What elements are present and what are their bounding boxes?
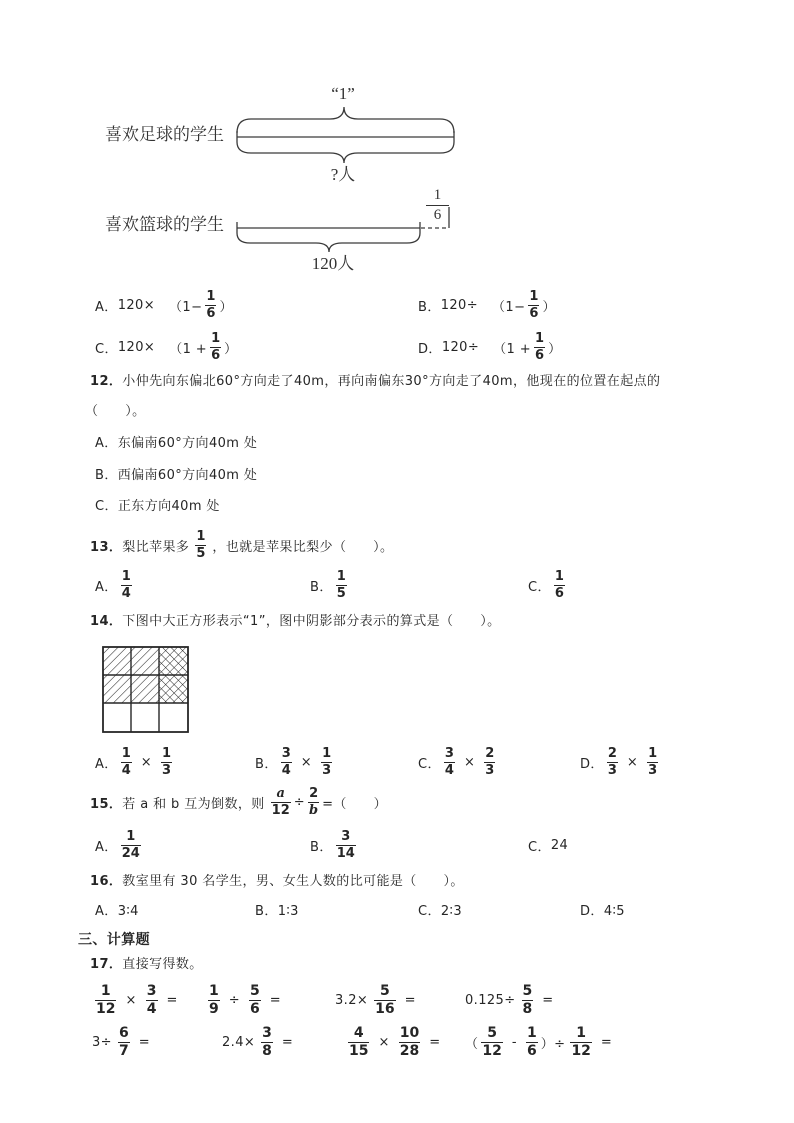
denominator: 3 xyxy=(162,762,172,778)
numerator: 3 xyxy=(146,982,157,999)
question-text: 直接写得数。 xyxy=(122,957,203,972)
option-label: A． xyxy=(95,299,118,315)
numerator: 1 xyxy=(162,745,172,761)
option-label: C． xyxy=(418,756,441,772)
option-expression: 120÷ xyxy=(441,339,480,355)
equals-sign: = xyxy=(166,992,178,1008)
denominator: 3 xyxy=(485,762,495,778)
q12-option-b xyxy=(95,466,257,486)
denominator: 4 xyxy=(146,1000,157,1017)
q12-stem xyxy=(90,372,660,392)
fraction xyxy=(210,332,221,363)
operator: × xyxy=(125,992,137,1008)
numerator: 1 xyxy=(196,528,206,544)
numerator: 5 xyxy=(250,982,260,999)
denominator: 6 xyxy=(211,347,221,363)
question-text-before: 若 a 和 b 互为倒数，则 xyxy=(122,796,265,812)
q14-option-d xyxy=(580,744,661,780)
numerator: 1 xyxy=(126,828,136,844)
denominator: 4 xyxy=(121,762,131,778)
paren-close: ） xyxy=(548,341,562,357)
numerator: 1 xyxy=(648,745,658,761)
operator: × xyxy=(626,754,639,770)
equals-sign: = xyxy=(600,1034,613,1050)
q13-option-c xyxy=(528,567,568,603)
denominator: 12 xyxy=(96,1000,116,1017)
fraction xyxy=(526,1026,538,1059)
option-text: 1∶3 xyxy=(277,904,299,919)
q15-option-a xyxy=(95,827,144,863)
equals-sign: = xyxy=(404,992,416,1008)
numerator: 3 xyxy=(341,828,351,844)
calc-item-8 xyxy=(465,1024,612,1060)
denominator: 28 xyxy=(399,1042,420,1059)
question-text-after: =（ ） xyxy=(322,796,388,812)
question-text-after: ，也就是苹果比梨少（ ）。 xyxy=(212,539,394,555)
paren-open: （1− xyxy=(169,299,203,315)
denominator: 16 xyxy=(375,1000,395,1017)
denominator: 15 xyxy=(349,1042,369,1059)
lead-term: 0.125÷ xyxy=(465,992,516,1008)
numerator: 6 xyxy=(118,1024,129,1041)
paren-open: （ xyxy=(465,1036,479,1052)
numerator: 1 xyxy=(336,568,346,584)
option-label: A． xyxy=(95,904,118,919)
q11-option-c xyxy=(95,329,238,365)
basketball-label: 喜欢篮球的学生 xyxy=(105,215,224,234)
paren-open: （1 + xyxy=(169,341,208,357)
numerator: a xyxy=(276,785,285,801)
question-text: 小仲先向东偏北60°方向走了40m，再向南偏东30°方向走了40m，他现在的位置在起点的 xyxy=(122,374,661,389)
fraction xyxy=(570,1026,591,1059)
option-text: 24 xyxy=(550,837,569,853)
paren-open: （1 + xyxy=(493,341,532,357)
basketball-count-label: 120人 xyxy=(311,254,355,273)
q14-option-a xyxy=(95,744,175,780)
section-title: 三、计算题 xyxy=(78,932,150,948)
fraction xyxy=(444,747,455,778)
numerator: 1 xyxy=(576,1024,587,1041)
numerator: 2 xyxy=(309,785,319,801)
q13-option-b xyxy=(310,567,350,603)
option-expression: 120× xyxy=(117,297,156,313)
q14-option-c xyxy=(418,744,498,780)
q12-option-a xyxy=(95,434,257,454)
paren-close-divide: ）÷ xyxy=(540,1036,566,1052)
equals-sign: = xyxy=(269,992,282,1008)
fraction xyxy=(121,747,132,778)
numerator: 5 xyxy=(487,1024,498,1041)
denominator: 12 xyxy=(571,1042,591,1059)
fraction xyxy=(647,747,658,778)
numerator: 1 xyxy=(206,288,216,304)
question-number: 13． xyxy=(90,539,123,555)
q12-stem-line2: （ ）。 xyxy=(85,404,146,419)
grid-cell-crosshatched xyxy=(159,675,188,703)
option-label: B． xyxy=(310,579,333,595)
question-text-before: 梨比苹果多 xyxy=(122,539,190,555)
grid-cell-hatched xyxy=(103,675,131,703)
option-label: C． xyxy=(528,839,551,855)
q16-option-d xyxy=(580,902,625,922)
denominator: 3 xyxy=(322,762,332,778)
option-text: 4∶5 xyxy=(603,904,625,919)
option-label: C． xyxy=(95,341,118,357)
calc-item-2 xyxy=(205,982,281,1018)
denominator: 14 xyxy=(336,845,355,861)
denominator: 4 xyxy=(281,762,291,778)
equals-sign: = xyxy=(542,992,554,1008)
option-label: C． xyxy=(95,499,118,514)
numerator: 1 xyxy=(322,745,332,761)
option-label: D． xyxy=(580,756,604,772)
q11-option-d xyxy=(418,329,561,365)
calc-item-1 xyxy=(92,982,178,1018)
numerator: 1 xyxy=(535,330,545,346)
option-label: A． xyxy=(95,579,118,595)
numerator: 3 xyxy=(444,745,454,761)
grid-cell-crosshatched xyxy=(159,647,188,675)
fraction xyxy=(95,984,116,1017)
equals-sign: = xyxy=(429,1034,441,1050)
grid-cell-hatched xyxy=(103,647,131,675)
fraction xyxy=(554,570,565,601)
fraction xyxy=(336,830,356,861)
q13-stem xyxy=(90,527,393,563)
numerator: 4 xyxy=(353,1024,364,1041)
fraction xyxy=(321,747,332,778)
operator: - xyxy=(511,1034,517,1050)
q11-option-b xyxy=(418,287,556,323)
numerator: 1 xyxy=(526,1024,537,1041)
option-expression: 120× xyxy=(117,339,156,355)
option-text: 正东方向40m 处 xyxy=(117,499,220,514)
denominator: 12 xyxy=(482,1042,502,1059)
denominator: 5 xyxy=(196,545,206,561)
q15-option-c xyxy=(528,827,568,863)
option-label: B． xyxy=(95,468,118,483)
calc-item-7 xyxy=(345,1024,441,1060)
option-label: B． xyxy=(418,299,441,315)
whole-brace-top xyxy=(237,107,454,133)
operator: × xyxy=(140,754,153,770)
fraction xyxy=(348,1026,369,1059)
q13-option-a xyxy=(95,567,135,603)
denominator: 6 xyxy=(433,207,442,223)
q11-option-a xyxy=(95,287,233,323)
fraction-bar xyxy=(426,205,449,206)
lead-term: 3÷ xyxy=(92,1034,112,1050)
calc-item-5 xyxy=(92,1024,150,1060)
option-label: D． xyxy=(580,904,604,919)
denominator: 3 xyxy=(607,762,617,778)
paren-close: ） xyxy=(224,341,238,357)
extra-part-fraction xyxy=(426,188,449,223)
numerator: 1 xyxy=(209,982,219,999)
paren-close: ） xyxy=(542,299,556,315)
numerator: 10 xyxy=(399,1024,420,1041)
numerator: 2 xyxy=(485,745,495,761)
numerator: 5 xyxy=(380,982,390,999)
fraction xyxy=(146,984,158,1017)
basketball-brace-bottom xyxy=(237,233,420,252)
numerator: 1 xyxy=(554,568,564,584)
denominator: 4 xyxy=(444,762,454,778)
fraction xyxy=(399,1026,420,1059)
fraction xyxy=(308,787,319,818)
q16-option-a xyxy=(95,902,139,922)
lead-term: 3.2× xyxy=(335,992,369,1008)
calc-item-3 xyxy=(335,982,416,1018)
option-label: A． xyxy=(95,436,118,451)
denominator: 3 xyxy=(648,762,658,778)
option-label: B． xyxy=(310,839,333,855)
question-number: 12． xyxy=(90,374,123,389)
denominator: 6 xyxy=(206,305,216,321)
q15-stem xyxy=(90,784,387,820)
denominator: 5 xyxy=(336,585,346,601)
football-brace-bottom xyxy=(237,142,454,163)
operator: × xyxy=(378,1034,390,1050)
numerator: 1 xyxy=(433,187,442,203)
denominator: 12 xyxy=(271,802,290,818)
denominator: 6 xyxy=(554,585,564,601)
grid-cell-hatched xyxy=(131,675,159,703)
numerator: 1 xyxy=(100,982,111,999)
whole-label: “1” xyxy=(331,84,355,103)
option-text: 2∶3 xyxy=(440,904,463,919)
q12-option-c xyxy=(95,497,220,517)
denominator: 7 xyxy=(118,1042,129,1059)
fraction xyxy=(528,290,539,321)
fraction xyxy=(336,570,347,601)
fraction xyxy=(208,984,220,1017)
q14-stem xyxy=(90,612,501,632)
question-text: 下图中大正方形表示“1”，图中阴影部分表示的算式是（ ）。 xyxy=(122,614,501,629)
question-number: 15． xyxy=(90,796,123,812)
grid-cell-blank xyxy=(131,703,159,732)
calc-item-4 xyxy=(465,982,554,1018)
fraction xyxy=(161,747,172,778)
shaded-square-figure xyxy=(102,646,190,734)
denominator: 8 xyxy=(262,1042,272,1059)
denominator: 9 xyxy=(209,1000,219,1017)
operator: ÷ xyxy=(293,794,306,810)
denominator: b xyxy=(309,802,319,818)
fraction xyxy=(534,332,545,363)
numerator: 5 xyxy=(522,982,533,999)
q16-stem xyxy=(90,872,464,892)
q14-option-b xyxy=(255,744,335,780)
paren-close: ） xyxy=(219,299,233,315)
question-number: 17． xyxy=(90,957,123,972)
fraction xyxy=(484,747,495,778)
fraction xyxy=(261,1026,273,1059)
numerator: 1 xyxy=(211,330,221,346)
fraction xyxy=(281,747,292,778)
option-label: A． xyxy=(95,756,118,772)
question-number: 14． xyxy=(90,614,123,629)
calc-item-6 xyxy=(222,1024,293,1060)
fraction xyxy=(607,747,618,778)
lead-term: 2.4× xyxy=(222,1034,256,1050)
option-expression: 120÷ xyxy=(440,297,479,313)
fraction xyxy=(522,984,534,1017)
denominator: 4 xyxy=(121,585,131,601)
question-number: 16． xyxy=(90,874,123,889)
numerator: 1 xyxy=(529,288,539,304)
equals-sign: = xyxy=(281,1034,294,1050)
grid-cell-hatched xyxy=(131,647,159,675)
q16-option-b xyxy=(255,902,299,922)
numerator: 3 xyxy=(262,1024,272,1041)
option-text: 西偏南60°方向40m 处 xyxy=(117,468,258,483)
option-label: A． xyxy=(95,839,118,855)
option-text: 3∶4 xyxy=(117,904,139,919)
equals-sign: = xyxy=(138,1034,151,1050)
operator: × xyxy=(463,754,476,770)
paren-open: （1− xyxy=(492,299,526,315)
denominator: 6 xyxy=(250,1000,260,1017)
football-unknown-label: ?人 xyxy=(330,165,356,184)
fraction xyxy=(481,1026,502,1059)
numerator: 1 xyxy=(121,745,131,761)
grid-cell-blank xyxy=(159,703,188,732)
option-text: 东偏南60°方向40m 处 xyxy=(117,436,258,451)
fraction xyxy=(121,830,141,861)
fraction xyxy=(205,290,216,321)
numerator: 3 xyxy=(281,745,291,761)
grid-cell-blank xyxy=(103,703,131,732)
q16-option-c xyxy=(418,902,462,922)
question-text: 教室里有 30 名学生，男、女生人数的比可能是（ ）。 xyxy=(122,874,464,889)
fraction xyxy=(374,984,395,1017)
option-label: B． xyxy=(255,904,278,919)
numerator: 2 xyxy=(607,745,617,761)
fraction xyxy=(121,570,132,601)
numerator: 1 xyxy=(121,568,131,584)
operator: × xyxy=(300,754,313,770)
denominator: 8 xyxy=(522,1000,533,1017)
denominator: 24 xyxy=(121,845,140,861)
operator: ÷ xyxy=(228,992,241,1008)
option-label: D． xyxy=(418,341,442,357)
fraction xyxy=(195,530,206,561)
option-label: B． xyxy=(255,756,278,772)
football-label: 喜欢足球的学生 xyxy=(105,125,224,144)
option-label: C． xyxy=(418,904,441,919)
denominator: 6 xyxy=(529,305,539,321)
q15-option-b xyxy=(310,827,359,863)
q17-stem xyxy=(90,955,203,975)
fraction xyxy=(271,787,291,818)
option-label: C． xyxy=(528,579,551,595)
denominator: 6 xyxy=(526,1042,537,1059)
fraction xyxy=(118,1026,130,1059)
denominator: 6 xyxy=(535,347,545,363)
fraction xyxy=(249,984,261,1017)
